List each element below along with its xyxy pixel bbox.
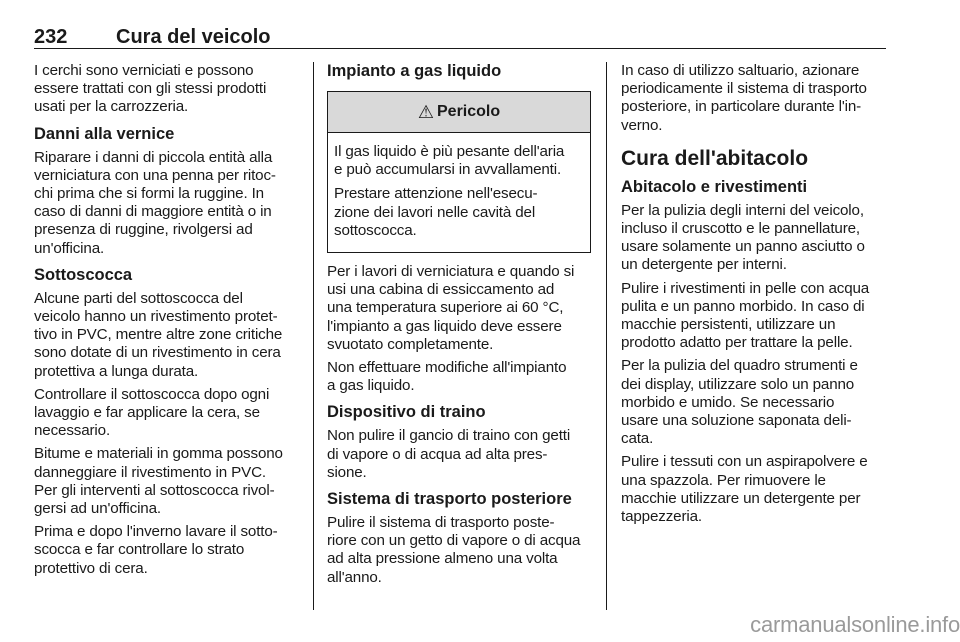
danger-header xyxy=(328,92,590,133)
towing-paragraph: Non pulire il gancio di traino con getti di vapore o di acqua ad alta pres- sione. xyxy=(327,427,571,481)
chapter-title: Cura del veicolo xyxy=(116,26,271,48)
danger-text: Il gas liquido è più pesante dell'aria e può accumularsi in avvallamenti. xyxy=(334,143,565,179)
underbody-paragraph: Controllare il sottoscocca dopo ogni lavaggio e far applicare la cera, se necessario. xyxy=(34,385,270,440)
upholstery-paragraph: Pulire i tessuti con un aspirapolvere e una spazzola. Per rimuovere le macchie utilizzare un detergente per tappezzeria. xyxy=(621,453,868,526)
watermark: carmanualsonline.info xyxy=(750,612,960,637)
section-heading-towing: Dispositivo di traino xyxy=(327,403,486,422)
column-right xyxy=(621,62,887,612)
page-number: 232 xyxy=(34,26,68,48)
lpg-paragraph: Non effettuare modifiche all'impianto a gas liquido. xyxy=(327,359,567,395)
section-heading-upholstery: Abitacolo e rivestimenti xyxy=(621,177,808,196)
danger-notice xyxy=(327,91,591,253)
section-heading-lpg: Impianto a gas liquido xyxy=(327,62,502,80)
column-divider xyxy=(606,62,607,610)
lpg-paragraph: Per i lavori di verniciatura e quando si usi una cabina di essiccamento ad una temperatura superiore ai 60 °C, l'impianto a gas liquido deve essere svuotato completamente. xyxy=(327,263,575,353)
wheels-paragraph: I cerchi sono verniciati e possono essere trattati con gli stessi prodotti usati per la carrozzeria. xyxy=(34,62,267,116)
underbody-paragraph: Bitume e materiali in gomma possono danneggiare il rivestimento in PVC. Per gli interventi al sottoscocca rivol- gersi ad un'officina. xyxy=(34,445,283,518)
section-heading-carrier: Sistema di trasporto posteriore xyxy=(327,490,572,509)
carrier-paragraph: Pulire il sistema di trasporto poste- riore con un getto di vapore o di acqua ad alta pressione almeno una volta all'anno. xyxy=(327,514,581,586)
section-heading-underbody: Sottoscocca xyxy=(34,265,133,284)
chapter-heading-interior: Cura dell'abitacolo xyxy=(621,146,809,170)
page-header xyxy=(34,26,886,49)
upholstery-paragraph: Per la pulizia del quadro strumenti e dei display, utilizzare solo un panno morbido e umido. Se necessario usare una soluzione saponata deli- cata. xyxy=(621,357,858,448)
danger-body xyxy=(328,133,590,252)
upholstery-paragraph: Per la pulizia degli interni del veicolo, incluso il cruscotto e le pannellature, usare solamente un panno asciutto o un detergente per interni. xyxy=(621,201,865,274)
warning-triangle-icon: ⚠ xyxy=(417,101,434,122)
carrier-paragraph: In caso di utilizzo saltuario, azionare periodicamente il sistema di trasporto posteriore, in particolare durante l'in- verno. xyxy=(621,62,867,134)
column-left xyxy=(34,62,296,612)
underbody-paragraph: Prima e dopo l'inverno lavare il sotto- scocca e far controllare lo strato protettivo di cera. xyxy=(34,523,278,577)
section-heading-paint-damage: Danni alla vernice xyxy=(34,124,175,143)
danger-title: Pericolo xyxy=(437,103,501,120)
paint-damage-paragraph: Riparare i danni di piccola entità alla verniciatura con una penna per ritoc- chi prima che si formi la ruggine. In caso di danni di maggiore entità o in presenza di ruggine, rivolgersi ad un'officina. xyxy=(34,148,276,257)
underbody-paragraph: Alcune parti del sottoscocca del veicolo hanno un rivestimento protet- tivo in PVC, mentre altre zone critiche sono dotate di un rivestimento in cera protettiva a lunga durata. xyxy=(34,289,283,380)
upholstery-paragraph: Pulire i rivestimenti in pelle con acqua pulita e un panno morbido. In caso di macchie persistenti, utilizzare un prodotto adatto per trattare la pelle. xyxy=(621,279,870,352)
column-divider xyxy=(313,62,314,610)
danger-text: Prestare attenzione nell'esecu- zione dei lavori nelle cavità del sottoscocca. xyxy=(334,185,538,239)
column-middle xyxy=(327,62,591,612)
